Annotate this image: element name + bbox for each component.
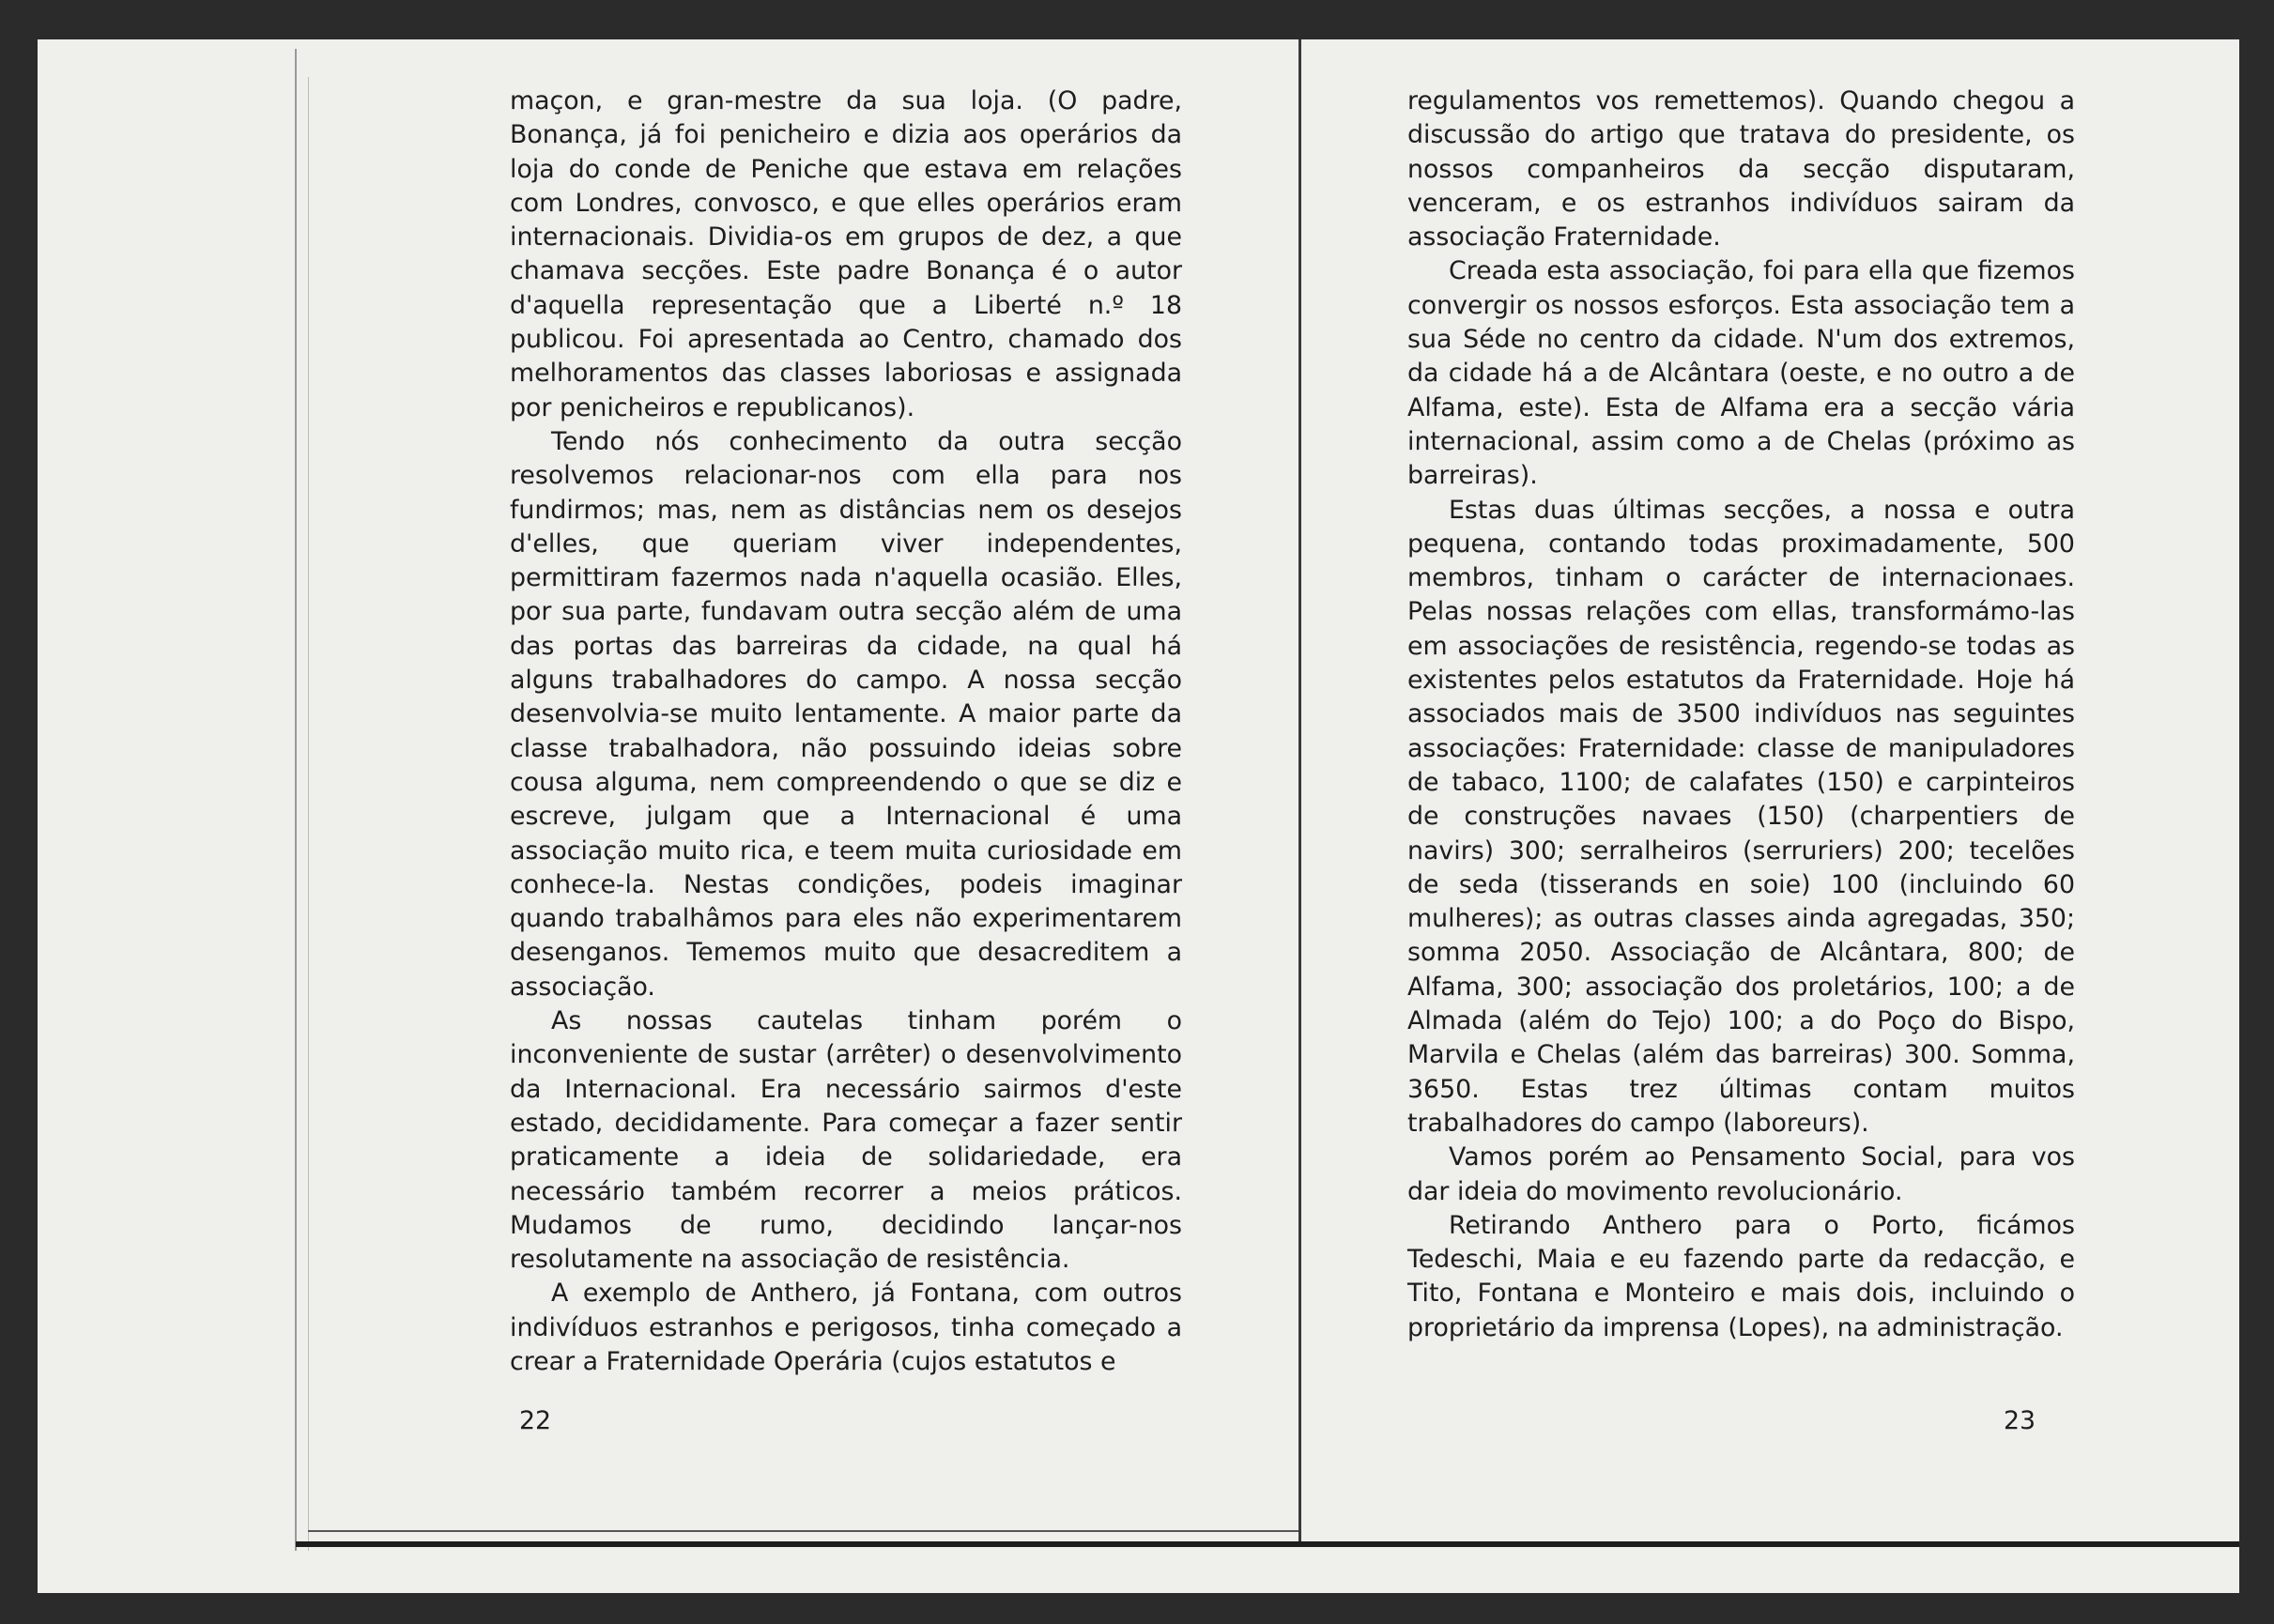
page-edge-line-inner [308,77,309,1551]
paragraph: A exemplo de Anthero, já Fontana, com outros indivíduos estranhos e perigosos, tinha começado a crear a Fraternidade Operária (cujos estatutos e [510,1279,1182,1376]
page-edge-line [295,49,297,1551]
page-bottom-edge [296,1541,2239,1547]
paragraph: As nossas cautelas tinham porém o inconveniente de sustar (arrêter) o desenvolvimento da Internacional. Era necessário sairmos d'este estado, decididamente. Para começar a fazer sentir praticamente a ideia de solidariedade, era necessário também recorrer a meios práticos. Mudamos de rumo, decidindo lançar-nos resolutamente na associação de resistência. [510,1006,1182,1275]
paragraph: Retirando Anthero para o Porto, ficámos Tedeschi, Maia e eu fazendo parte da redacção, e Tito, Fontana e Monteiro e mais dois, incluindo o proprietário da imprensa (Lopes), na administração. [1407,1210,2075,1342]
page-number: 22 [519,1406,552,1435]
paragraph: Estas duas últimas secções, a nossa e outra pequena, contando todas proximadamente, 500 membros, tinham o carácter de internacionaes. Pelas nossas relações com ellas, transformámo-las em associações de resistência, regendo-se todas as existentes pelos estatutos da Fraternidade. Hoje há associados mais de 3500 indivíduos nas seguintes associações: Fraternidade: classe de manipuladores de tabaco, 1100; de calafates (150) e carpinteiros de construções navaes (150) (charpentiers de navirs) 300; serralheiros (serruriers) 200; tecelões de seda (tisserands en soie) 100 (incluindo 60 mulheres); as outras classes ainda agregadas, 350; somma 2050. Associação de Alcântara, 800; de Alfama, 300; associação dos proletários, 100; a de Almada (além do Tejo) 100; a do Poço do Bispo, Marvila e Chelas (além das barreiras) 300. Somma, 3650. Estas trez últimas contam muitos trabalhadores do campo (laboreurs). [1407,495,2075,1138]
page-number: 23 [2004,1406,2036,1435]
right-text-column [1407,84,2075,1345]
paragraph: Creada esta associação, foi para ella que fizemos convergir os nossos esforços. Esta associação tem a sua Séde no centro da cidade. N'um dos extremos, da cidade há a de Alcântara (oeste, e no outro a de Alfama, este). Esta de Alfama era a secção vária internacional, assim como a de Chelas (próximo as barreiras). [1407,256,2075,491]
paragraph: regulamentos vos remettemos). Quando chegou a discussão do artigo que tratava do presidente, os nossos companheiros da secção disputaram, venceram, e os estranhos indivíduos sairam da associação Fraternidade. [1407,86,2075,253]
paragraph: Tendo nós conhecimento da outra secção resolvemos relacionar-nos com ella para nos fundirmos; mas, nem as distâncias nem os desejos d'elles, que queriam viver independentes, permittiram fazermos nada n'aquella ocasião. Elles, por sua parte, fundavam outra secção além de uma das portas das barreiras da cidade, na qual há alguns trabalhadores do campo. A nossa secção desenvolvia-se muito lentamente. A maior parte da classe trabalhadora, não possuindo ideias sobre cousa alguma, nem compreendendo o que se diz e escreve, julgam que a Internacional é uma associação muito rica, e teem muita curiosidade em conhece-la. Nestas condições, podeis imaginar quando trabalhâmos para eles não experimentarem desenganos. Tememos muito que desacreditem a associação. [510,426,1182,1002]
page-bottom-edge-inner [308,1530,1298,1532]
paragraph: maçon, e gran-mestre da sua loja. (O padre, Bonança, já foi penicheiro e dizia aos operários da loja do conde de Peniche que estava em relações com Londres, convosco, e que elles operários eram internacionais. Dividia-os em grupos de dez, a que chamava secções. Este padre Bonança é o autor d'aquella representação que a Liberté n.º 18 publicou. Foi apresentada ao Centro, chamado dos melhoramentos das classes laboriosas e assignada por penicheiros e republicanos). [510,86,1182,422]
left-text-column [510,84,1182,1379]
book-gutter [1298,39,1301,1546]
paragraph: Vamos porém ao Pensamento Social, para vos dar ideia do movimento revolucionário. [1407,1142,2075,1206]
